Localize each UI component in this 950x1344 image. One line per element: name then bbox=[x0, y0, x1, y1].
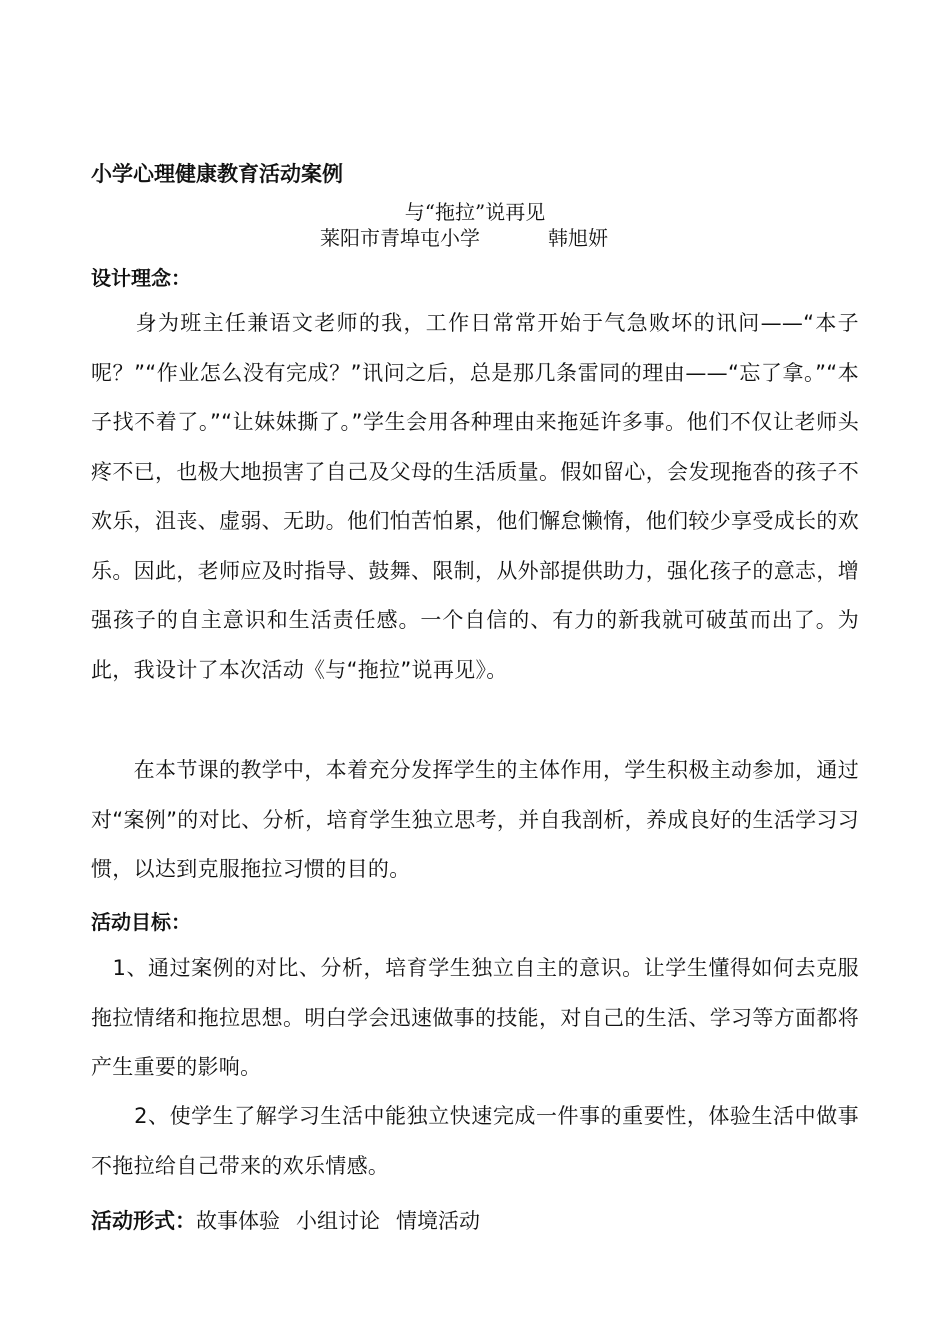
form-item-story: 故事体验 bbox=[196, 1209, 280, 1233]
design-heading: 设计理念： bbox=[91, 266, 191, 290]
author-name: 韩旭妍 bbox=[548, 226, 608, 250]
goal-2: 2、使学生了解学习生活中能独立快速完成一件事的重要性，体验生活中做事不拖拉给自己带来的欢乐情感。 bbox=[91, 1104, 859, 1178]
forms-label: 活动形式： bbox=[91, 1209, 196, 1233]
design-paragraph-2: 在本节课的教学中，本着充分发挥学生的主体作用，学生积极主动参加，通过对“案例”的对比、分析，培育学生独立思考，并自我剖析，养成良好的生活学习习惯，以达到克服拖拉习惯的目的。 bbox=[91, 758, 859, 881]
design-paragraph-1: 身为班主任兼语文老师的我，工作日常常开始于气急败坏的讯问——“本子呢？”“作业怎么没有完成？”讯问之后，总是那几条雷同的理由——“忘了拿。”“本子找不着了。”“让妹妹撕了。”学生会用各种理由来拖延许多事。他们不仅让老师头疼不已，也极大地损害了自己及父母的生活质量。假如留心，会发现拖沓的孩子不欢乐，沮丧、虚弱、无助。他们怕苦怕累，他们懈怠懒惰，他们较少享受成长的欢乐。因此，老师应及时指导、鼓舞、限制，从外部提供助力，强化孩子的意志，增强孩子的自主意识和生活责任感。一个自信的、有力的新我就可破茧而出了。为此，我设计了本次活动《与“拖拉”说再见》。 bbox=[91, 311, 859, 682]
author-line bbox=[320, 222, 608, 251]
form-item-group: 小组讨论 bbox=[296, 1209, 380, 1233]
goals-heading: 活动目标： bbox=[91, 910, 191, 934]
activity-forms bbox=[91, 1205, 496, 1235]
form-item-scenario: 情境活动 bbox=[396, 1209, 480, 1233]
document-title: 小学心理健康教育活动案例 bbox=[91, 162, 343, 186]
school-name: 莱阳市青埠屯小学 bbox=[320, 226, 480, 250]
goal-1: 1、通过案例的对比、分析，培育学生独立自主的意识。让学生懂得如何去克服拖拉情绪和拖拉思想。明白学会迅速做事的技能，对自己的生活、学习等方面都将产生重要的影响。 bbox=[91, 956, 859, 1079]
lesson-title: 与“拖拉”说再见 bbox=[404, 200, 546, 224]
